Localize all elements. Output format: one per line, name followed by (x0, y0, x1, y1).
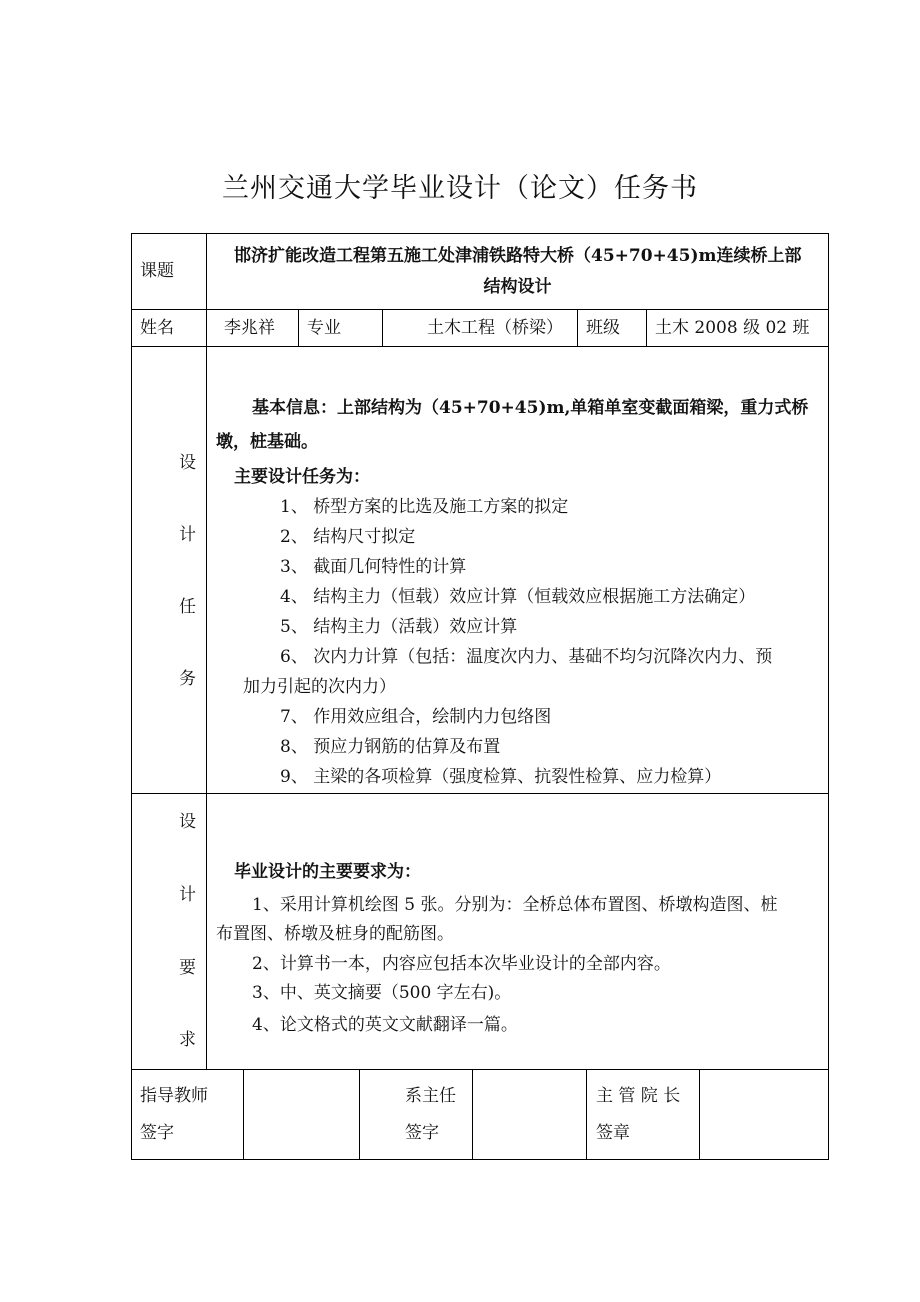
main-tasks-heading: 主要设计任务为： (234, 467, 370, 487)
task-item: 5、 结构主力（活载）效应计算 (280, 617, 518, 637)
task-item: 加力引起的次内力） (243, 677, 396, 697)
req-label-char: 设 (179, 812, 196, 832)
task-item: 1、 桥型方案的比选及施工方案的拟定 (280, 497, 569, 517)
topic-line-1: 邯济扩能改造工程第五施工处津浦铁路特大桥（45+70+45)m连续桥上部 (234, 246, 802, 266)
requirement-line: 2、计算书一本，内容应包括本次毕业设计的全部内容。 (252, 954, 671, 974)
task-item: 6、 次内力计算（包括：温度次内力、基础不均匀沉降次内力、预 (280, 647, 773, 667)
name-label: 姓名 (140, 318, 174, 338)
requirements-heading: 毕业设计的主要要求为： (234, 862, 421, 882)
student-name: 李兆祥 (224, 318, 275, 338)
req-label-char: 计 (179, 885, 196, 905)
task-label-char: 设 (179, 453, 196, 473)
requirement-line: 4、论文格式的英文文献翻译一篇。 (252, 1015, 518, 1035)
task-item: 9、 主梁的各项检算（强度检算、抗裂性检算、应力检算） (280, 767, 722, 787)
dept-head-signature-label-2: 签字 (405, 1123, 439, 1143)
dean-seal-field[interactable] (700, 1070, 828, 1159)
basic-info-line-2: 墩，桩基础。 (216, 432, 318, 452)
task-item: 8、 预应力钢筋的估算及布置 (280, 737, 501, 757)
task-label-char: 务 (179, 669, 196, 689)
class-label: 班级 (586, 318, 620, 338)
dept-head-signature-field[interactable] (473, 1070, 586, 1159)
topic-line-2: 结构设计 (483, 277, 552, 297)
basic-info-line-1: 基本信息：上部结构为（45+70+45)m,单箱单室变截面箱梁，重力式桥 (252, 398, 809, 418)
requirement-line: 布置图、桥墩及桩身的配筋图。 (216, 924, 454, 944)
topic-label: 课题 (140, 261, 174, 281)
task-label-char: 任 (179, 597, 196, 617)
dept-head-signature-label: 系主任 (405, 1086, 456, 1106)
advisor-signature-field[interactable] (244, 1070, 359, 1159)
task-item: 7、 作用效应组合，绘制内力包络图 (280, 707, 552, 727)
task-label-char: 计 (179, 525, 196, 545)
advisor-signature-label-2: 签字 (140, 1123, 174, 1143)
major-value: 土木工程（桥梁） (427, 318, 563, 338)
page-title: 兰州交通大学毕业设计（论文）任务书 (222, 173, 698, 204)
task-item: 2、 结构尺寸拟定 (280, 527, 416, 547)
task-item: 3、 截面几何特性的计算 (280, 557, 467, 577)
req-label-char: 求 (179, 1030, 196, 1050)
task-item: 4、 结构主力（恒载）效应计算（恒载效应根据施工方法确定） (280, 587, 756, 607)
req-label-char: 要 (179, 958, 196, 978)
requirement-line: 3、中、英文摘要（500 字左右)。 (252, 983, 512, 1003)
requirement-line: 1、采用计算机绘图 5 张。分别为：全桥总体布置图、桥墩构造图、桩 (252, 895, 778, 915)
advisor-signature-label: 指导教师 (140, 1086, 208, 1106)
dean-seal-label-2: 签章 (596, 1123, 630, 1143)
major-label: 专业 (307, 318, 341, 338)
dean-seal-label: 主 管 院 长 (596, 1086, 681, 1106)
class-value: 土木 2008 级 02 班 (655, 318, 810, 338)
